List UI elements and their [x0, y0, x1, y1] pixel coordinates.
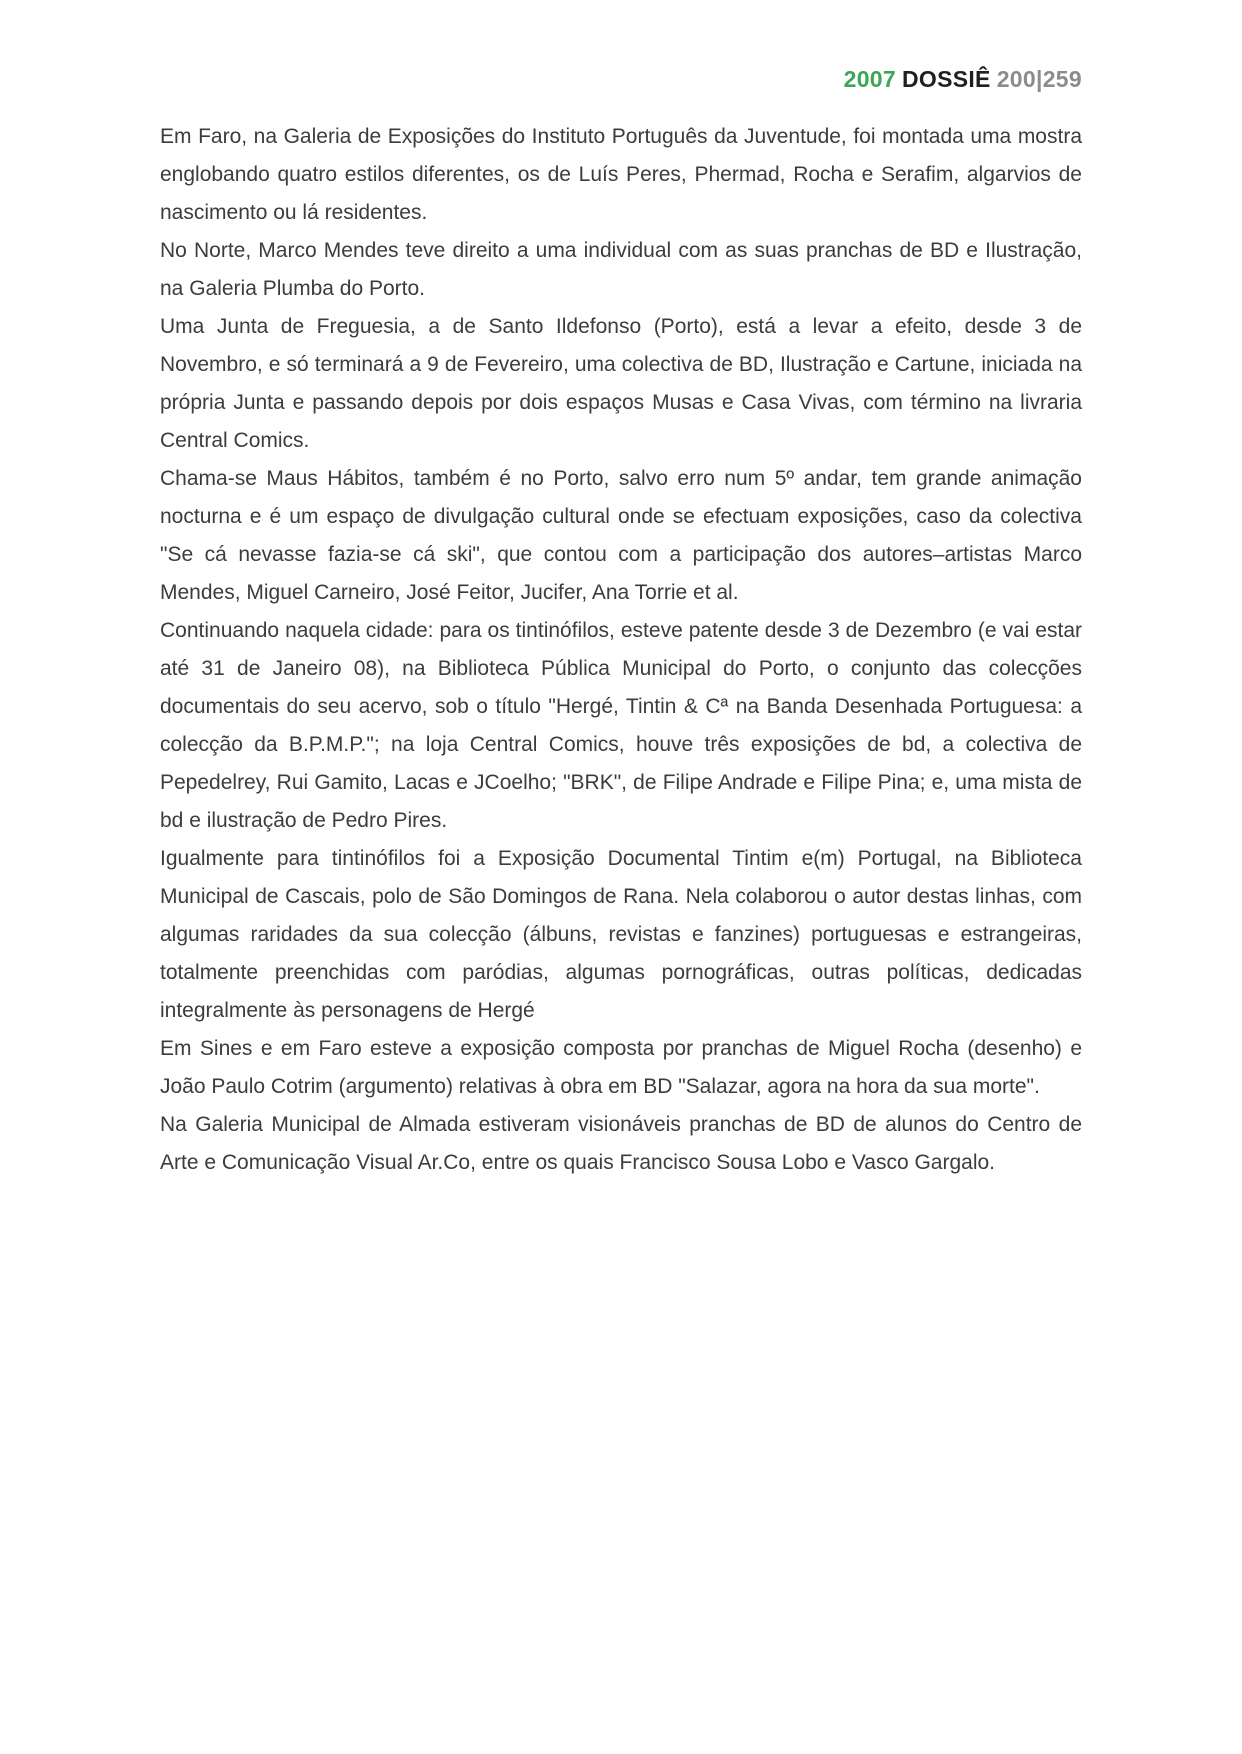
header-title: DOSSIÊ	[901, 66, 991, 92]
header-page-range: 200|259	[996, 66, 1082, 92]
page-header	[844, 66, 1082, 93]
paragraph: Igualmente para tintinófilos foi a Exposição Documental Tintim e(m) Portugal, na Biblioteca Municipal de Cascais, polo de São Domingos de Rana. Nela colaborou o autor destas linhas, com algumas raridades da sua colecção (álbuns, revistas e fanzines) portuguesas e estrangeiras, totalmente preenchidas com paródias, algumas pornográficas, outras políticas, dedicadas integralmente às personagens de Hergé	[160, 847, 1082, 1022]
paragraph: Em Sines e em Faro esteve a exposição composta por pranchas de Miguel Rocha (desenho) e João Paulo Cotrim (argumento) relativas à obra em BD "Salazar, agora na hora da sua morte".	[160, 1037, 1082, 1098]
body-text	[160, 118, 1082, 1182]
paragraph: No Norte, Marco Mendes teve direito a uma individual com as suas pranchas de BD e Ilustração, na Galeria Plumba do Porto.	[160, 239, 1082, 300]
paragraph: Chama-se Maus Hábitos, também é no Porto, salvo erro num 5º andar, tem grande animação nocturna e é um espaço de divulgação cultural onde se efectuam exposições, caso da colectiva "Se cá nevasse fazia-se cá ski", que contou com a participação dos autores–artistas Marco Mendes, Miguel Carneiro, José Feitor, Jucifer, Ana Torrie et al.	[160, 467, 1082, 604]
paragraph: Continuando naquela cidade: para os tintinófilos, esteve patente desde 3 de Dezembro (e vai estar até 31 de Janeiro 08), na Biblioteca Pública Municipal do Porto, o conjunto das colecções documentais do seu acervo, sob o título "Hergé, Tintin & Cª na Banda Desenhada Portuguesa: a colecção da B.P.M.P."; na loja Central Comics, houve três exposições de bd, a colectiva de Pepedelrey, Rui Gamito, Lacas e JCoelho; "BRK", de Filipe Andrade e Filipe Pina; e, uma mista de bd e ilustração de Pedro Pires.	[160, 619, 1082, 832]
paragraph: Uma Junta de Freguesia, a de Santo Ildefonso (Porto), está a levar a efeito, desde 3 de Novembro, e só terminará a 9 de Fevereiro, uma colectiva de BD, Ilustração e Cartune, iniciada na própria Junta e passando depois por dois espaços Musas e Casa Vivas, com término na livraria Central Comics.	[160, 315, 1082, 452]
header-year: 2007	[843, 66, 896, 92]
paragraph: Em Faro, na Galeria de Exposições do Instituto Português da Juventude, foi montada uma mostra englobando quatro estilos diferentes, os de Luís Peres, Phermad, Rocha e Serafim, algarvios de nascimento ou lá residentes.	[160, 125, 1082, 224]
paragraph: Na Galeria Municipal de Almada estiveram visionáveis pranchas de BD de alunos do Centro de Arte e Comunicação Visual Ar.Co, entre os quais Francisco Sousa Lobo e Vasco Gargalo.	[160, 1113, 1082, 1174]
